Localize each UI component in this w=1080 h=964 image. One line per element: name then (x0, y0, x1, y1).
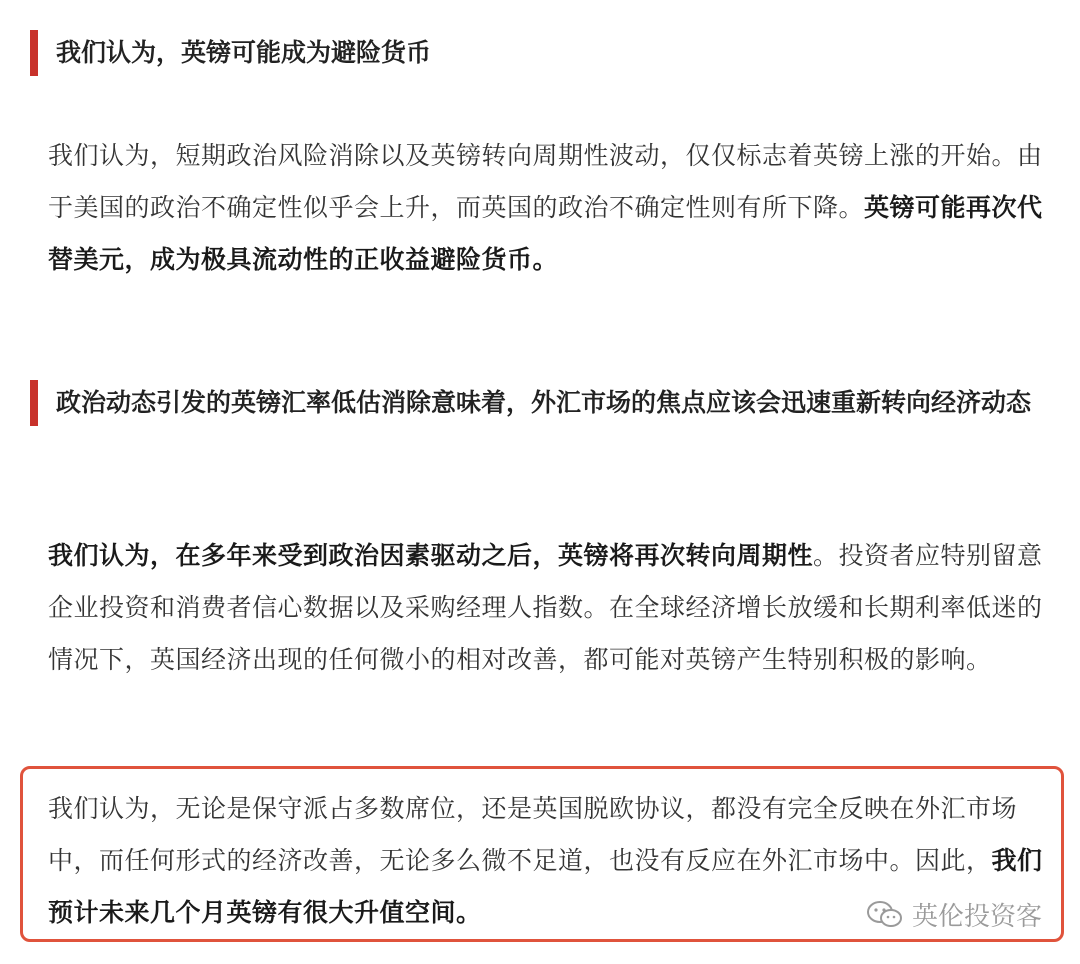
watermark (862, 896, 1046, 933)
watermark-text: 英伦投资客 (911, 902, 1042, 932)
paragraph-bold-text: 我们预计未来几个月英镑有很大升值空间。 (48, 846, 1043, 927)
paragraph-bold-text: 我们认为，在多年来受到政治因素驱动之后，英镑将再次转向周期性 (48, 541, 814, 570)
paragraph-text: 我们认为，短期政治风险消除以及英镑转向周期性波动，仅仅标志着英镑上涨的开始。由于美国的政治不确定性似乎会上升，而英国的政治不确定性则有所下降。 (48, 141, 1043, 222)
paragraph-safe-haven (48, 130, 1048, 286)
paragraph-text: 。投资者应特别留意企业投资和消费者信心数据以及采购经理人指数。在全球经济增长放缓和长期利率低迷的情况下，英国经济出现的任何微小的相对改善，都可能对英镑产生特别积极的影响。 (48, 541, 1043, 674)
paragraph-text: 我们认为，无论是保守派占多数席位，还是英国脱欧协议，都没有完全反映在外汇市场中，而任何形式的经济改善，无论多么微不足道，也没有反应在外汇市场中。因此， (48, 794, 1018, 875)
wechat-icon (866, 900, 904, 930)
section-heading-fx-focus: 政治动态引发的英镑汇率低估消除意味着，外汇市场的焦点应该会迅速重新转向经济动态 (30, 380, 1056, 426)
section-heading-safe-haven: 我们认为，英镑可能成为避险货币 (30, 30, 1056, 76)
paragraph-cyclical (48, 530, 1048, 686)
paragraph-bold-text: 英镑可能再次代替美元，成为极具流动性的正收益避险货币。 (48, 193, 1043, 274)
